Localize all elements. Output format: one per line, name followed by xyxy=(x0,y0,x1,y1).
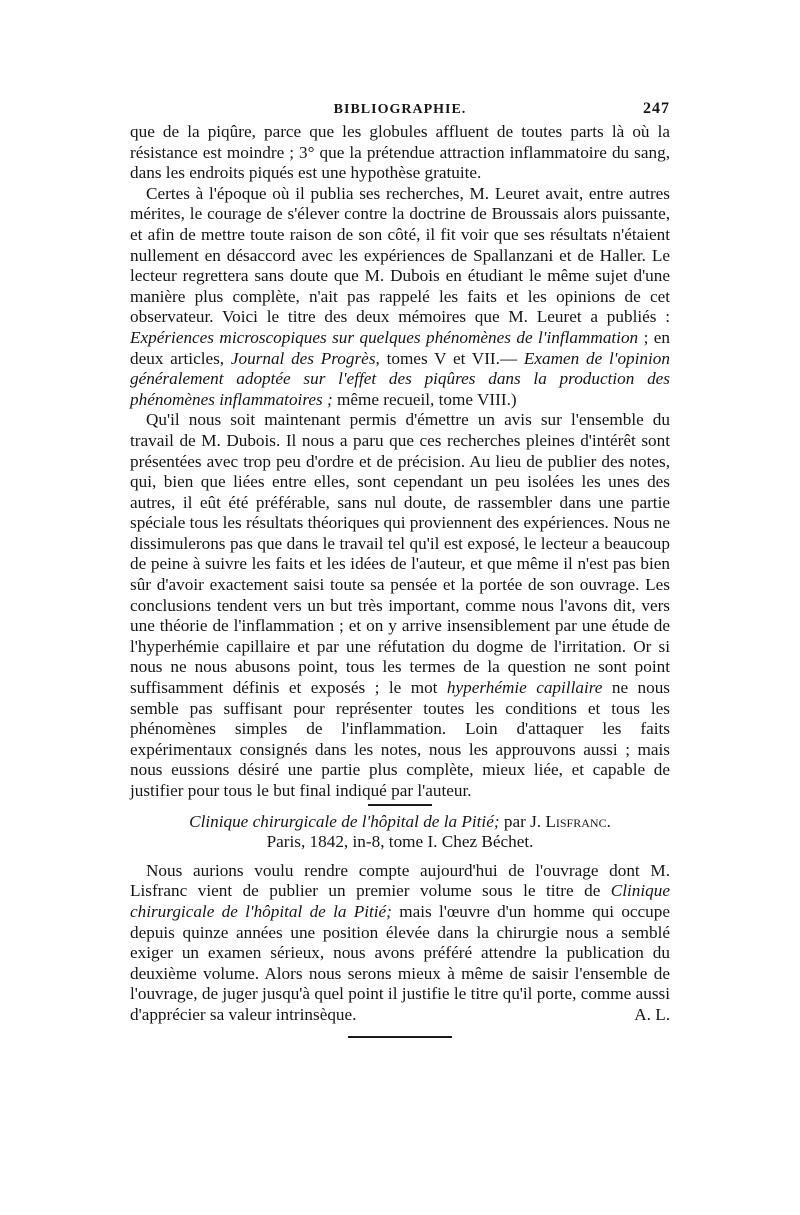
section-divider xyxy=(368,804,432,806)
book-title: Clinique chirurgicale de l'hôpital de la Pitié; xyxy=(189,811,500,831)
review1-paragraph-3 xyxy=(130,410,670,801)
article-title-1: Expériences microscopiques sur quelques phénomènes de l'inflammation xyxy=(130,327,639,347)
review1-paragraph-2 xyxy=(130,184,670,411)
paragraph-3-end: ne nous semble pas suffisant pour représenter toutes les conditions et tous les phénomènes simples de l'inflammation. Loin d'attaquer les faits expérimentaux consignés dans les notes, nous les approuvons aussi ; mais nous eussions désiré une partie plus complète, mieux liée, et capable de justifier pour tous le but final indiqué par l'auteur. xyxy=(130,678,670,800)
review1-paragraph-1: que de la piqûre, parce que les globules affluent de toutes parts là où la résistance est moindre ; 3° que la prétendue attraction inflammatoire du sang, dans les endroits piqués est une hypothèse gratuite. xyxy=(130,122,670,183)
journal-title: Journal des Progrès xyxy=(230,348,376,368)
end-divider xyxy=(348,1036,452,1038)
paragraph-2-text: Certes à l'époque où il publia ses recherches, M. Leuret avait, entre autres mérites, le courage de s'élever contre la doctrine de Broussais alors puissante, et afin de mettre toute raison de son côté, il fit voir que ses résultats n'étaient nullement en désaccord avec les expériences de Spallanzani et de Haller. Le lecteur regrettera sans doute que M. Dubois en étudiant le même sujet d'une manière plus complète, n'ait pas rappelé les faits et les opinions de cet observateur. Voici le titre des deux mémoires que M. Leuret a publiés : xyxy=(130,183,670,327)
italic-term: hyperhémie capillaire xyxy=(446,678,603,698)
running-title: BIBLIOGRAPHIE. xyxy=(333,102,467,117)
author-name: Lisfranc xyxy=(545,811,607,831)
review2-body xyxy=(130,861,670,1026)
page-number: 247 xyxy=(643,100,670,117)
review2-body-start: Nous aurions voulu rendre compte aujourd'hui de l'ouvrage dont M. Lisfranc vient de publier un premier volume sous le titre de xyxy=(130,860,670,901)
paragraph-2-mid-2: , tomes V et VII.— xyxy=(375,348,524,368)
running-head xyxy=(130,98,670,122)
review2-body-end: mais l'œuvre d'un homme qui occupe depuis quinze années une position élevée dans la chirurgie nous a semblé exiger un examen sérieux, nous avons préféré attendre la publication du deuxième volume. Alors nous serons mieux à même de saisir l'ensemble de l'ouvrage, de juger jusqu'à quel point il justifie le titre qu'il porte, comme aussi d'apprécier sa valeur intrinsèque. xyxy=(130,901,670,1024)
signature: A. L. xyxy=(634,1004,670,1024)
imprint: Paris, 1842, in-8, tome I. Chez Béchet. xyxy=(266,832,534,852)
heading-by: par J. xyxy=(499,811,546,831)
book-page xyxy=(130,98,670,1038)
paragraph-3-start: Qu'il nous soit maintenant permis d'émettre un avis sur l'ensemble du travail de M. Dubois. Il nous a paru que ces recherches pleines d'intérêt sont présentées avec trop peu d'ordre et de précision. Au lieu de publier des notes, qui, bien que liées entre elles, sont cependant un peu isolées les unes des autres, il eût été préférable, sans nul doute, de rassembler dans une partie spéciale tous les résultats théoriques qui proviennent des expériences. Nous ne dissimulerons pas que dans le travail tel qu'il est exposé, le lecteur a beaucoup de peine à suivre les faits et les idées de l'auteur, et que même il n'est pas bien sûr d'avoir exactement saisi toute sa pensée et la portée de son ouvrage. Les conclusions tendent vers un but très important, comme nous l'avons dit, vers une théorie de l'inflammation ; et on y arrive insensiblement par une étude de l'hyperhémie capillaire et par une réfutation du dogme de l'irritation. Or si nous ne nous abusons point, tous les termes de la question ne sont point suffisamment définis et exposés ; le mot xyxy=(130,410,670,698)
author-end: . xyxy=(606,811,611,831)
article-title-2: Examen de l'opinion généralement adoptée sur l'effet des piqûres dans la production des phénomènes inflammatoires ; xyxy=(130,348,670,409)
paragraph-2-mid-1: ; en deux articles, xyxy=(130,327,671,368)
review2-heading xyxy=(130,812,670,853)
paragraph-2-end: même recueil, tome VIII.) xyxy=(332,389,517,409)
review2-body-title: Clinique chirurgicale de l'hôpital de la Pitié; xyxy=(130,881,670,921)
